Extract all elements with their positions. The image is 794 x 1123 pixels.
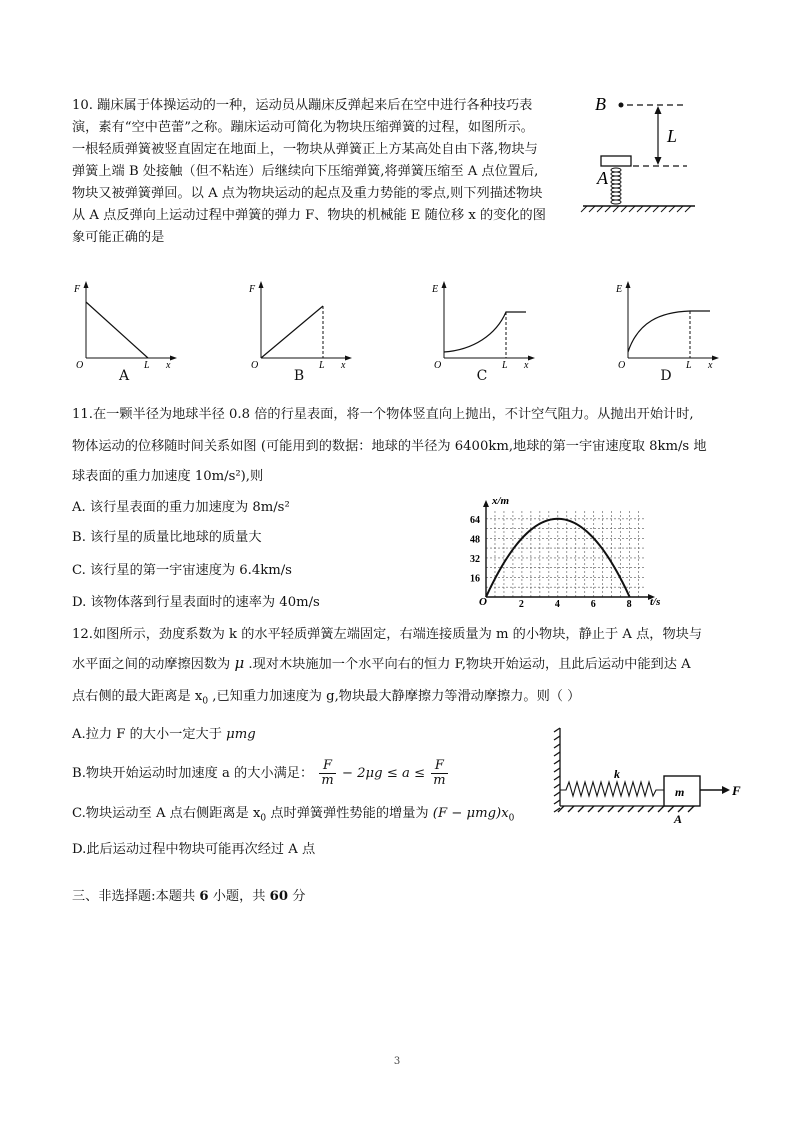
svg-text:x: x <box>524 360 529 370</box>
svg-text:L: L <box>686 360 692 370</box>
svg-text:F: F <box>74 284 81 295</box>
series-line-x-t <box>486 519 630 597</box>
q11-option-A: A. 该行星表面的重力加速度为 8m/s² <box>72 500 290 515</box>
q12-stem-line-1: 12.如图所示，劲度系数为 k 的水平轻质弹簧左端固定，右端连接质量为 m 的小物块，静止于 A 点，物块与 <box>72 627 703 642</box>
arrowhead-up <box>655 106 662 114</box>
y-tick-label: 48 <box>470 534 480 546</box>
label-L: L <box>667 126 678 146</box>
y-tick-label: 32 <box>470 553 480 565</box>
q12-stem-line-2-start: 水平面之间的动摩擦因数为 <box>72 657 231 672</box>
arrowhead-down <box>655 157 662 165</box>
svg-text:F: F <box>249 284 256 295</box>
block <box>601 156 631 166</box>
x-axis-label: t/s <box>650 596 661 608</box>
graph-A-curve <box>86 302 148 358</box>
q11-stem-line-1: 11.在一颗半径为地球半径 0.8 倍的行星表面，将一个物体竖直向上抛出，不计空气阻力。从抛出开始计时, <box>72 407 694 422</box>
svg-text:x: x <box>341 360 346 370</box>
q12-option-C: C.物块运动至 A 点右侧距离是 $x_0$ 点时弹簧弹性势能的增量为 $(F - \mu mg)x_0$ <box>72 806 515 824</box>
page-number: 3 <box>393 1056 401 1067</box>
q12-stem-line-2-rest: .现对木块施加一个水平向右的恒力 F,物块开始运动，且此后运动中能到达 A <box>248 657 691 672</box>
q10-line-1: 10. 蹦床属于体操运动的一种，运动员从蹦床反弹起来后在空中进行各种技巧表 <box>72 98 533 113</box>
q12-stem-line-3-start: 点右侧的最大距离是 <box>72 689 191 704</box>
q10-line-5: 物块又被弹簧弹回。以 A 点为物块运动的起点及重力势能的零点,则下列描述物块 <box>72 186 543 201</box>
ground-hatching <box>581 206 691 212</box>
q11-option-D: D. 该物体落到行星表面时的速率为 40m/s <box>72 595 320 610</box>
q10-line-6: 从 A 点反弹向上运动过程中弹簧的弹力 F、物块的机械能 E 随位移 x 的变化的图 <box>72 208 546 223</box>
q10-option-B-label: B <box>293 368 305 384</box>
y-tick-label: 16 <box>470 573 480 585</box>
q10-line-4: 弹簧上端 B 处接触（但不粘连）后继续向下压缩弹簧,将弹簧压缩至 A 点位置后, <box>72 164 539 179</box>
svg-text:O: O <box>251 360 259 370</box>
q10-option-D-label: D <box>660 368 672 384</box>
label-m: m <box>675 785 685 799</box>
q11-option-B: B. 该行星的质量比地球的质量大 <box>72 530 262 545</box>
x-tick-label: 4 <box>554 599 560 610</box>
q10-graph-B <box>245 280 355 370</box>
q10-spring-figure <box>575 90 725 215</box>
graph-C-curve <box>444 312 526 352</box>
x-tick-label: 8 <box>626 599 632 610</box>
q10-graph-D <box>612 280 722 370</box>
point-B <box>619 103 624 108</box>
svg-text:L: L <box>502 360 508 370</box>
q10-line-2: 演，素有“空中芭蕾”之称。蹦床运动可简化为物块压缩弹簧的过程，如图所示。 <box>72 120 534 135</box>
svg-text:x: x <box>708 360 713 370</box>
q11-stem-line-3: 球表面的重力加速度 10m/s²),则 <box>72 469 264 484</box>
q12-stem-line-3 <box>72 686 580 713</box>
fraction-F-over-m: $\frac{F}{m}$ <box>321 758 334 788</box>
q12-stem-line-2 <box>72 652 691 676</box>
svg-text:L: L <box>144 360 150 370</box>
q10-graph-C <box>428 280 538 370</box>
svg-text:x: x <box>166 360 171 370</box>
q12-option-B: B.物块开始运动时加速度 a 的大小满足： $\frac{F}{m}$ − 2μg ≤ a ≤ $\frac{F}{m}$ <box>72 758 446 788</box>
vertical-spring <box>611 168 621 204</box>
svg-text:O: O <box>618 360 626 370</box>
y-axis-arrowhead <box>483 500 489 507</box>
q11-stem-line-2: 物体运动的位移随时间关系如图 (可能用到的数据：地球的半径为 6400km,地球的第一宇宙速度取 8km/s 地 <box>72 439 707 454</box>
label-B: B <box>595 94 606 114</box>
svg-text:E: E <box>616 284 623 295</box>
x-tick-label: 6 <box>590 599 596 610</box>
horizontal-spring <box>560 782 664 796</box>
label-A: A <box>674 812 683 824</box>
graph-D-curve <box>628 311 710 352</box>
q10-line-3: 一根轻质弹簧被竖直固定在地面上，一物块从弹簧正上方某高处自由下落,物块与 <box>72 142 538 157</box>
q12-spring-block-figure <box>550 724 750 824</box>
label-k: k <box>614 767 620 781</box>
origin-label: O <box>479 596 487 608</box>
svg-text:O: O <box>434 360 442 370</box>
q12-stem-line-3-rest: ,已知重力加速度为 g,物块最大静摩擦力等滑动摩擦力。则（ ） <box>212 689 581 704</box>
x-tick-label: 2 <box>518 599 524 610</box>
q12-option-D: D.此后运动过程中物块可能再次经过 A 点 <box>72 842 316 857</box>
label-A: A <box>597 168 608 188</box>
label-F: F <box>732 783 741 798</box>
svg-text:O: O <box>76 360 84 370</box>
section-3-heading: 三、非选择题:本题共 6 小题，共 60 分 <box>72 889 306 904</box>
svg-text:E: E <box>432 284 439 295</box>
q12-option-A: A.拉力 F 的大小一定大于 μmg <box>72 727 256 742</box>
mu-symbol: μ <box>234 654 245 672</box>
graph-B-curve <box>261 306 323 358</box>
q10-graph-A <box>70 280 180 370</box>
q11-option-C: C. 该行星的第一宇宙速度为 6.4km/s <box>72 563 292 578</box>
x0-symbol: $x_0$ <box>194 689 209 707</box>
y-axis-label: x/m <box>492 495 510 507</box>
q10-option-C-label: C <box>476 368 488 384</box>
q10-line-7: 象可能正确的是 <box>72 230 165 245</box>
svg-text:L: L <box>319 360 325 370</box>
force-arrowhead <box>722 786 730 794</box>
chart-axes <box>483 500 655 600</box>
y-tick-label: 64 <box>470 514 480 526</box>
q11-xt-chart <box>462 493 672 613</box>
q10-option-A-label: A <box>118 368 130 384</box>
fraction-F-over-m-2: $\frac{F}{m}$ <box>433 758 446 788</box>
